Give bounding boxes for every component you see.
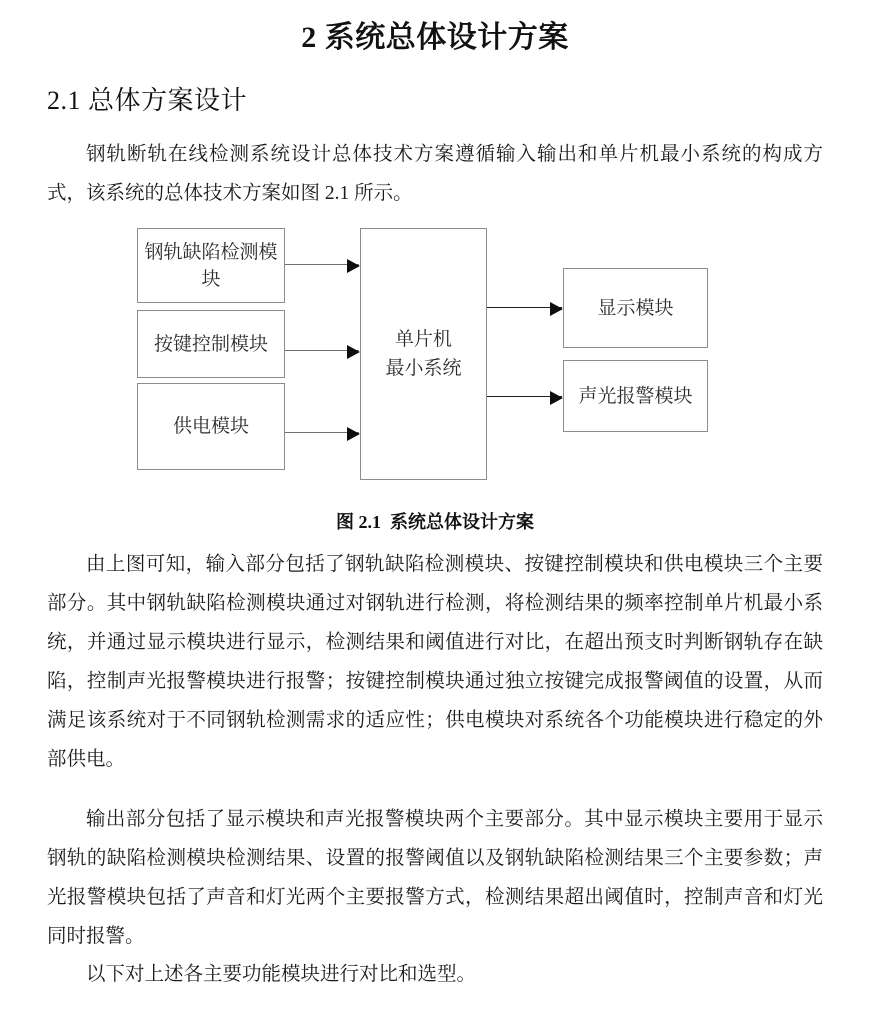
diagram-node-alarm: 声光报警模块 <box>563 360 708 432</box>
arrow-defect-detection-to-mcu-icon <box>285 264 359 265</box>
diagram-node-power-supply: 供电模块 <box>137 383 285 470</box>
figure-caption-text: 系统总体设计方案 <box>390 512 534 532</box>
paragraph-text: 输出部分包括了显示模块和声光报警模块两个主要部分。其中显示模块主要用于显示钢轨的缺陷检测模块检测结果、设置的报警阈值以及钢轨缺陷检测结果三个主要参数；声光报警模块包括了声音和灯光两个主要报警方式，检测结果超出阈值时，控制声音和灯光同时报警。 <box>47 809 823 947</box>
paragraph-closing <box>47 955 823 994</box>
page-title: 2 系统总体设计方案 <box>301 21 569 54</box>
arrow-mcu-to-display-icon <box>487 307 562 308</box>
paragraph-output <box>47 800 823 956</box>
diagram-node-display: 显示模块 <box>563 268 708 348</box>
figure-caption-number: 图 2.1 <box>336 512 381 532</box>
system-block-diagram <box>0 218 870 493</box>
mcu-label-line-2: 最小系统 <box>385 358 462 379</box>
section-heading-2-1: 2.1 总体方案设计 <box>47 86 248 115</box>
paragraph-text: 钢轨断轨在线检测系统设计总体技术方案遵循输入输出和单片机最小系统的构成方式，该系统的总体技术方案如图 2.1 所示。 <box>47 144 823 204</box>
arrow-mcu-to-alarm-icon <box>487 396 562 397</box>
arrow-power-supply-to-mcu-icon <box>285 432 359 433</box>
diagram-node-key-control: 按键控制模块 <box>137 310 285 378</box>
arrow-key-control-to-mcu-icon <box>285 350 359 351</box>
diagram-node-mcu-min-system <box>360 228 487 480</box>
paragraph-intro <box>47 135 823 213</box>
figure-caption <box>0 508 870 534</box>
paragraph-text: 以下对上述各主要功能模块进行对比和选型。 <box>86 964 477 985</box>
paragraph-text: 由上图可知，输入部分包括了钢轨缺陷检测模块、按键控制模块和供电模块三个主要部分。其中钢轨缺陷检测模块通过对钢轨进行检测，将检测结果的频率控制单片机最小系统，并通过显示模块进行显示，检测结果和阈值进行对比，在超出预支时判断钢轨存在缺陷，控制声光报警模块进行报警；按键控制模块通过独立按键完成报警阈值的设置，从而满足该系统对于不同钢轨检测需求的适应性；供电模块对系统各个功能模块进行稳定的外部供电。 <box>47 554 823 770</box>
paragraph-analysis <box>47 545 823 779</box>
diagram-node-defect-detection: 钢轨缺陷检测模块 <box>137 228 285 303</box>
mcu-label-line-1: 单片机 <box>394 329 452 350</box>
